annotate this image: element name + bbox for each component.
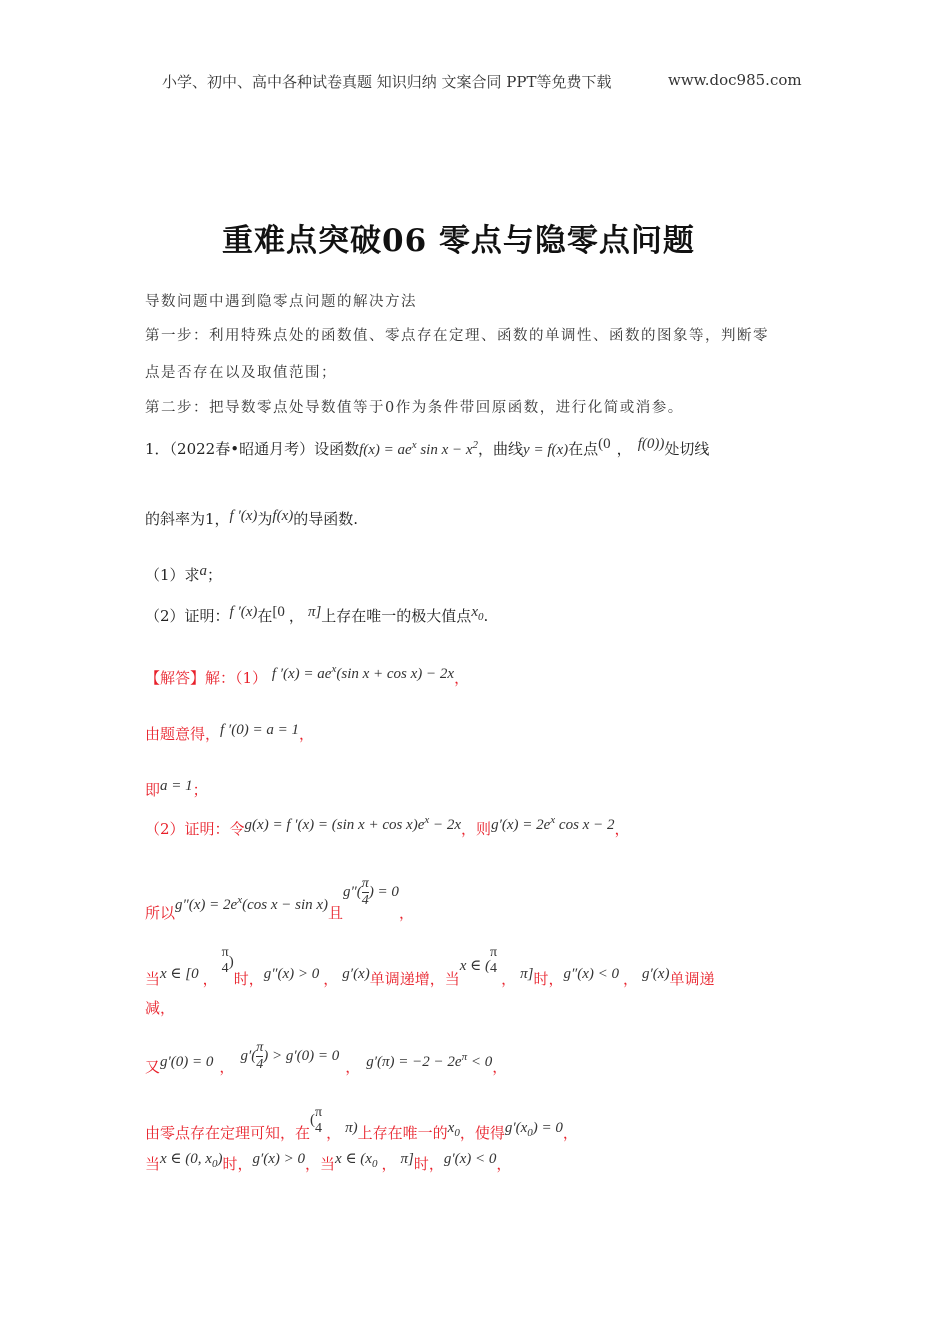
- solution-line-7: 又g′(0) = 0 ，g′( $\frac{\pi}{4}$ ) > g′(0) = 0， $g'(\pi) = -2 - 2e^\pi < 0$，: [145, 1040, 508, 1076]
- function-definition: $f(x) = ae^x$ $\sin x - x^2$: [359, 439, 479, 458]
- problem-number: 1．: [145, 440, 170, 458]
- solution-line-6-cont: 减，: [145, 999, 176, 1017]
- problem-statement-line-1: 1．（2022春•昭通月考）设函数$f(x) = ae^x$ $\sin x - x^2$，曲线y = f(x)在点(0 ， f(0))处切线: [145, 436, 710, 458]
- solution-line-9: 当x ∈ (0, $x_0$)时，g′(x) > 0，当x ∈ ($x_0$ ， π]时，g′(x) < 0，: [145, 1151, 512, 1173]
- page-title: 重难点突破06 零点与隐零点问题: [222, 223, 695, 259]
- intro-line-1: 导数问题中遇到隐零点问题的解决方法: [145, 294, 417, 310]
- solution-line-6: 当x ∈ [0 ， π 4 )时，g″(x) > 0 ， g′(x)单调递增，当x ∈ ( π 4 ， π]时，g″(x) < 0 ， g′(x)单调递: [145, 945, 715, 988]
- question-2: （2）证明：f ′(x)在[0 ， π]上存在唯一的极大值点$x_0$.: [145, 604, 489, 625]
- solution-line-8: 由零点存在定理可知，在( π 4 ， π)上存在唯一的$x_0$，使得$g'(x_0) = 0$，: [145, 1105, 578, 1142]
- problem-statement-line-2: 的斜率为1，f ′(x)为f(x)的导函数.: [145, 508, 359, 528]
- solution-line-1: 【解答】解：（1） f $'(x) = ae^x(\sin$ x + cos x) − 2x，: [145, 663, 470, 687]
- solution-line-2: 由题意得，f ′(0) = a = 1，: [145, 722, 314, 743]
- header-text: 小学、初中、高中各种试卷真题 知识归纳 文案合同 PPT等免费下载: [162, 73, 612, 91]
- intro-line-3: 点是否存在以及取值范围；: [145, 365, 337, 381]
- question-1: （1）求a；: [145, 563, 223, 584]
- header-url[interactable]: www.doc985.com: [668, 71, 802, 89]
- solution-line-4: （2）证明：令g(x) = f ′(x) = (sin $x + \cos x)e^x - 2x$，则$g'(x) = 2e^x$ cos x − 2，: [145, 814, 630, 838]
- solution-line-3: 即a = 1；: [145, 778, 208, 799]
- intro-line-4: 第二步：把导数零点处导数值等于0作为条件带回原函数，进行化简或消参。: [145, 400, 684, 416]
- intro-line-2: 第一步：利用特殊点处的函数值、零点存在定理、函数的单调性、函数的图象等，判断零: [145, 328, 769, 344]
- solution-line-5: 所以$g''(x) = 2e^x(\cos$ x − sin x)且g″( $\frac{\pi}{4}$ ) = 0，: [145, 876, 414, 922]
- solution-label: 【解答】解：（1）: [145, 669, 268, 687]
- curve-equation: y = f(x): [523, 442, 569, 458]
